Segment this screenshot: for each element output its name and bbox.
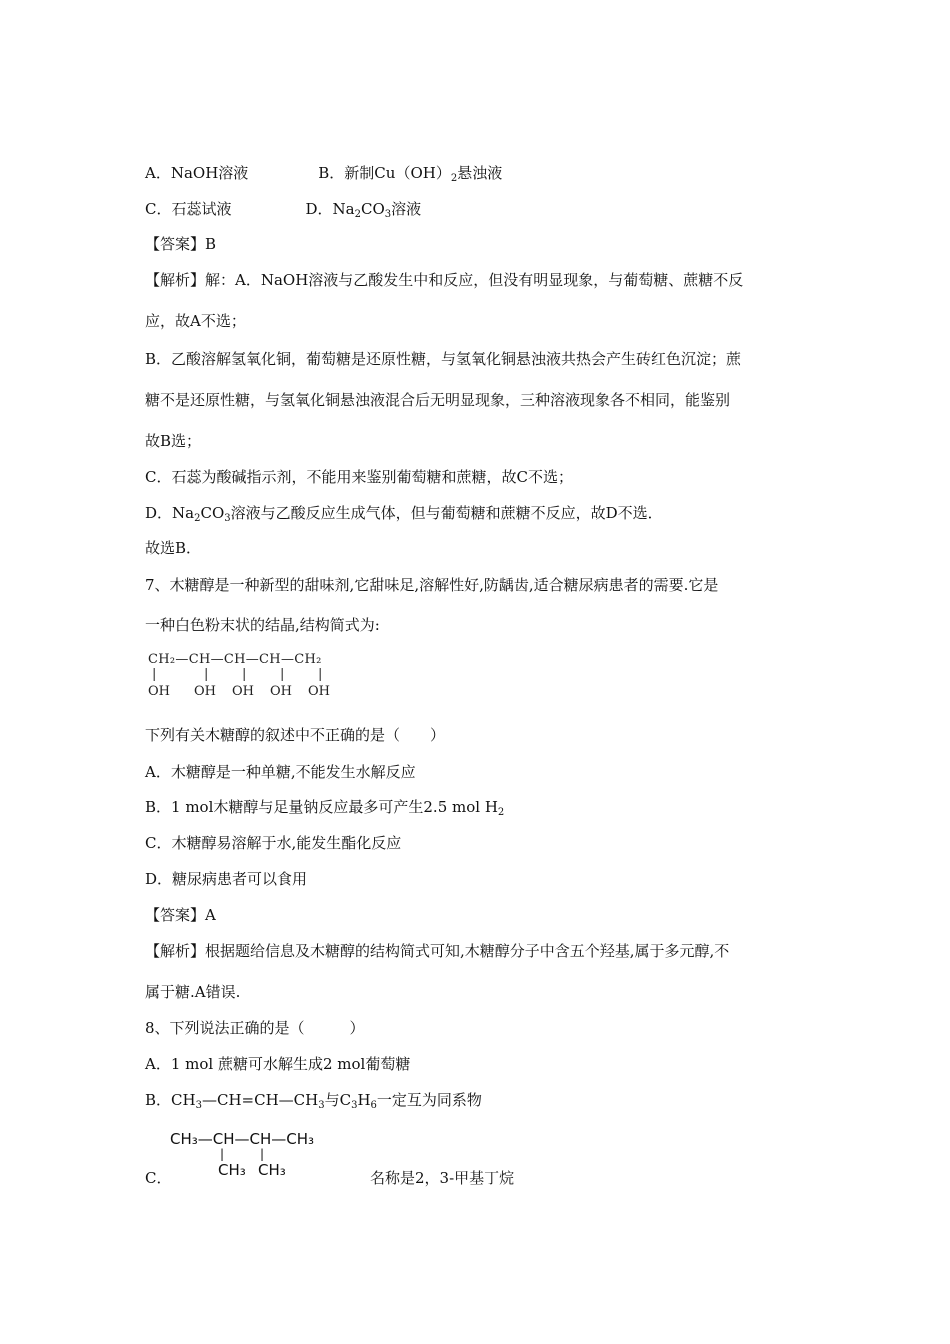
q7-option-c: C．木糖醇易溶解于水,能发生酯化反应 [145,834,402,852]
q6-analysis-line5: 故B选； [145,432,202,450]
q6-answer: 【答案】B [145,235,217,253]
q6-analysis-line4: 糖不是还原性糖，与氢氧化铜悬浊液混合后无明显现象，三种溶液现象各不相同，能鉴别 [145,391,731,409]
q8-c-structure [170,1130,340,1182]
q8-c-chain: CH₃—CH—CH—CH₃ [170,1130,315,1148]
xylitol-bond: | [318,667,323,682]
q6-options-row-ab [145,163,502,189]
q6-analysis-line3: B．乙酸溶解氢氧化铜，葡萄糖是还原性糖，与氢氧化铜悬浊液共热会产生砖红色沉淀；蔗 [145,350,742,368]
xylitol-chain: CH₂—CH—CH—CH—CH₂ [148,652,322,667]
q7-stem-line1: 7、木糖醇是一种新型的甜味剂,它甜味足,溶解性好,防龋齿,适合糖尿病患者的需要.它是 [145,576,719,594]
q8-stem: 8、下列说法正确的是（ ） [145,1019,365,1037]
q7-answer: 【答案】A [145,906,216,924]
q7-analysis-line2: 属于糖.A错误. [145,983,241,1001]
q8-c-methyl: CH₃ [218,1161,246,1179]
q8-c-bond: | [260,1147,265,1161]
xylitol-bond: | [152,667,157,682]
xylitol-bond: | [204,667,209,682]
q6-option-a: A．NaOH溶液 [145,164,249,182]
xylitol-oh: OH [308,684,330,699]
q7-option-d: D．糖尿病患者可以食用 [145,870,308,888]
q6-option-c: C．石蕊试液 [145,200,232,218]
q7-stem-line2: 一种白色粉末状的结晶,结构简式为: [145,616,380,634]
xylitol-oh: OH [270,684,292,699]
q6-analysis-line1: 【解析】解：A．NaOH溶液与乙酸发生中和反应，但没有明显现象，与葡萄糖、蔗糖不反 [145,271,744,289]
q8-c-methyl: CH₃ [258,1161,286,1179]
q8-option-b: B．$CH_3—CH=CH—CH_3$与$C_3H_6$一定互为同系物 [145,1091,482,1111]
q8-option-c-name: 名称是2，3-甲基丁烷 [370,1169,515,1187]
xylitol-oh: OH [232,684,254,699]
q6-option-b: B．新制$Cu(OH)_2$悬浊液 [318,164,503,184]
q7-option-b: B．1 mol木糖醇与足量钠反应最多可产生2.5 mol $H_2$ [145,798,505,818]
q8-option-c-label: C． [145,1169,172,1187]
q7-analysis-line1: 【解析】根据题给信息及木糖醇的结构简式可知,木糖醇分子中含五个羟基,属于多元醇,不 [145,942,730,960]
q6-options-row-cd [145,199,421,225]
xylitol-bond: | [242,667,247,682]
xylitol-structure [148,652,348,702]
xylitol-oh: OH [194,684,216,699]
xylitol-bond: | [280,667,285,682]
q6-analysis-line8: 故选B． [145,539,202,557]
q7-option-a: A．木糖醇是一种单糖,不能发生水解反应 [145,763,416,781]
q6-analysis-line2: 应，故A不选； [145,312,246,330]
q6-option-d: D．$Na_2CO_3$溶液 [305,200,422,220]
q8-option-a: A．1 mol 蔗糖可水解生成2 mol葡萄糖 [145,1055,411,1073]
q6-analysis-line7: D．$Na_2CO_3$溶液与乙酸反应生成气体，但与葡萄糖和蔗糖不反应，故D不选． [145,504,663,524]
q6-analysis-line6: C．石蕊为酸碱指示剂，不能用来鉴别葡萄糖和蔗糖，故C不选； [145,468,573,486]
xylitol-oh: OH [148,684,170,699]
q7-question: 下列有关木糖醇的叙述中不正确的是（ ） [145,726,446,744]
q8-c-bond: | [220,1147,225,1161]
